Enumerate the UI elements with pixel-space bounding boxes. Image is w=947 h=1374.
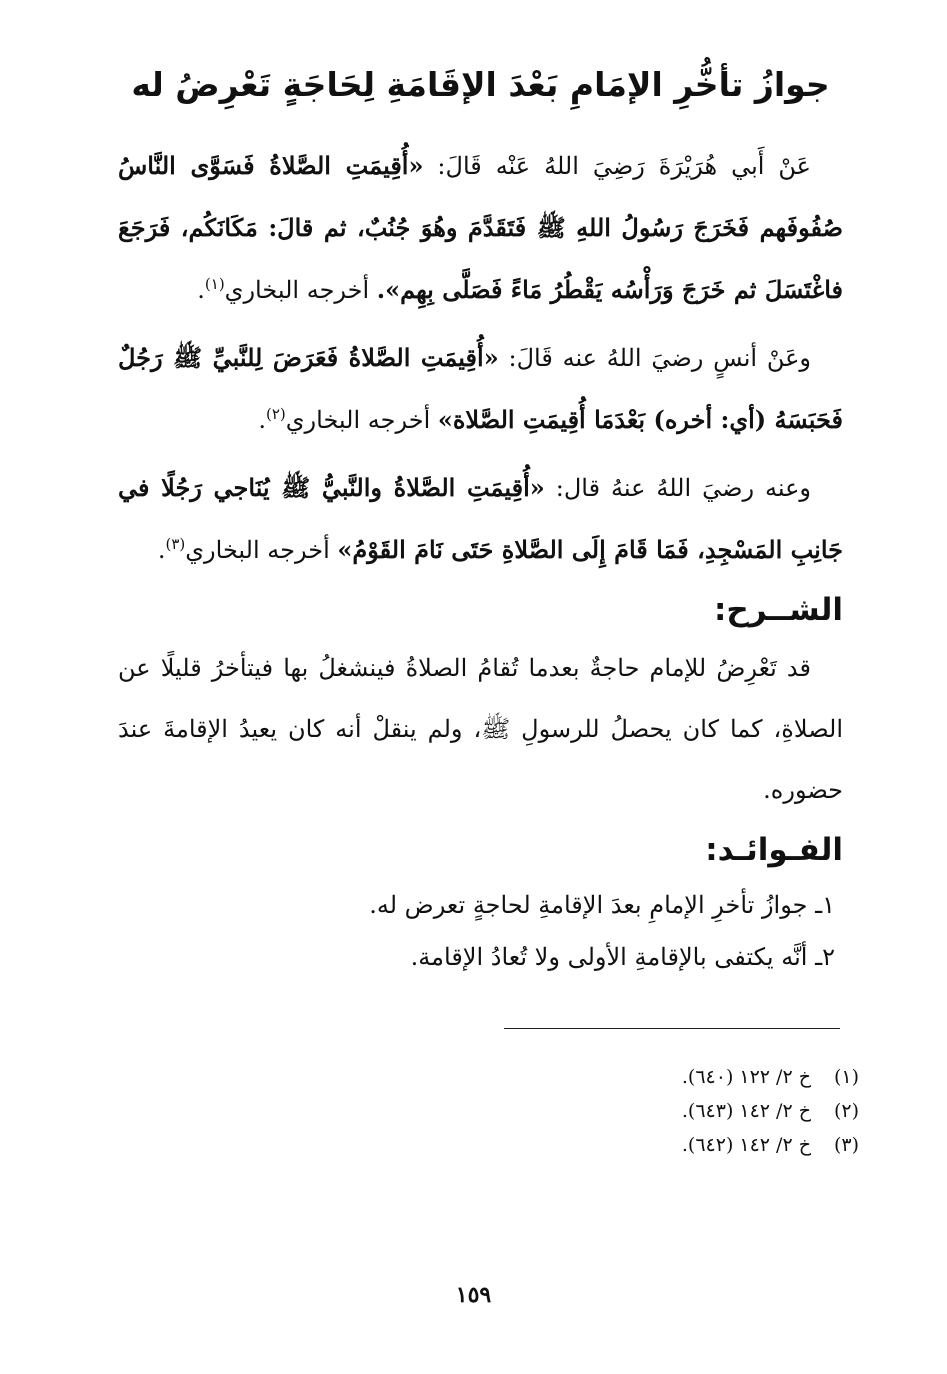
hadith-paragraph-1: [118, 135, 843, 321]
sentence-end: .: [157, 535, 166, 564]
hadith-source: أخرجه البخاري: [224, 275, 377, 304]
footnote-number: (٢): [833, 1100, 859, 1122]
hadith-intro: عَنْ أَبي هُرَيْرَةَ رَضِيَ اللهُ عَنْه قَالَ:: [423, 151, 811, 180]
sharh-text: قد تَعْرِضُ للإمام حاجةٌ بعدما تُقامُ الصلاةُ فينشغلُ بها فيتأخرُ قليلًا عن الصلاةِ، كما كان يحصلُ للرسولِ ﷺ، ولم ينقلْ أنه كان يعيدُ الإقامةَ عندَ حضوره.: [118, 654, 843, 805]
sentence-end: .: [197, 275, 205, 304]
sharh-heading: الشــرح:: [713, 591, 843, 628]
page-number: ١٥٩: [455, 1282, 492, 1308]
benefit-item-1: ١ـ جوازُ تأخرِ الإمامِ بعدَ الإقامةِ لحاجةٍ تعرض له.: [369, 890, 835, 919]
footnote-text: خ ٢/ ١٤٢ (٦٤٢).: [681, 1134, 811, 1156]
footnote-marker: (٢): [265, 404, 286, 423]
hadith-paragraph-3: [118, 457, 843, 581]
footnote-number: (١): [833, 1066, 859, 1088]
page-content: [118, 50, 843, 983]
footnote-2: [559, 1094, 859, 1128]
benefit-item-2: ٢ـ أنَّه يكتفى بالإقامةِ الأولى ولا تُعادُ الإقامة.: [410, 942, 835, 971]
footnote-3: [559, 1128, 859, 1162]
hadith-source: أخرجه البخاري: [285, 405, 438, 434]
hadith-text: «أُقِيمَتِ الصَّلاةُ فَعَرَضَ لِلنَّبيِّ ﷺ رَجُلٌ فَحَبَسَهُ (أي: أخره) بَعْدَمَا أُقِيمَتِ الصَّلاة»: [118, 342, 843, 434]
hadith-text: «أُقِيمَتِ الصَّلاةُ والنَّبيُّ ﷺ يُنَاجي رَجُلًا في جَانِبِ المَسْجِدِ، فَمَا قَامَ إِلَى الصَّلاةِ حَتَى نَامَ القَوْمُ»: [118, 472, 843, 564]
footnote-number: (٣): [833, 1134, 859, 1156]
footnote-1: [559, 1060, 859, 1094]
footnote-text: خ ٢/ ١٤٢ (٦٤٣).: [681, 1100, 811, 1122]
footnote-text: خ ٢/ ١٢٢ (٦٤٠).: [681, 1066, 811, 1088]
footnote-marker: (٣): [165, 534, 186, 553]
hadith-text: «أُقِيمَتِ الصَّلاةُ فَسَوَّى النَّاسُ صُفُوفَهم فَخَرَجَ رَسُولُ اللهِ ﷺ فَتَقَدَّمَ وهُوَ جُنُبٌ، ثم قالَ: مَكَانَكُم، فَرَجَعَ فاغْتَسَلَ ثم خَرَجَ وَرَأْسُه يَقْطُرُ مَاءً فَصَلَّى بِهِم».: [118, 150, 843, 304]
hadith-intro: وعنه رضيَ اللهُ عنهُ قال:: [544, 473, 811, 502]
hadith-intro: وعَنْ أنسٍ رضيَ اللهُ عنه قَالَ:: [498, 343, 812, 372]
fawaid-heading: الفـوائـد:: [705, 832, 843, 869]
sentence-end: .: [258, 405, 266, 434]
hadith-source: أخرجه البخاري: [185, 535, 338, 564]
footnote-marker: (١): [204, 274, 225, 293]
footnote-divider: [504, 1028, 840, 1029]
footnotes: [559, 1060, 859, 1162]
sharh-paragraph: [118, 638, 843, 821]
hadith-paragraph-2: [118, 327, 843, 451]
page-title: جوازُ تأخُّرِ الإمَامِ بَعْدَ الإقَامَةِ لِحَاجَةٍ تَعْرِضُ له: [131, 65, 830, 104]
